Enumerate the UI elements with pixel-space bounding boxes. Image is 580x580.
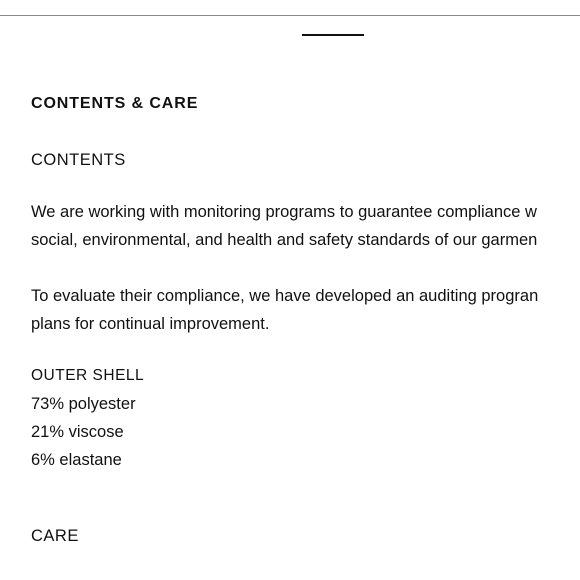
compliance-paragraph-line-2: social, environmental, and health and safety standards of our garmen — [31, 231, 538, 249]
composition-list — [31, 362, 144, 474]
auditing-paragraph-line-1: To evaluate their compliance, we have developed an auditing progran — [31, 287, 539, 305]
auditing-paragraph-line-2: plans for continual improvement. — [31, 315, 270, 333]
compliance-paragraph-line-1: We are working with monitoring programs to guarantee compliance w — [31, 203, 537, 221]
outer-shell-label: OUTER SHELL — [31, 367, 145, 384]
composition-item: 73% polyester — [31, 395, 136, 413]
composition-item: 6% elastane — [31, 451, 122, 469]
auditing-paragraph — [31, 282, 538, 338]
care-section-title: CARE — [31, 527, 79, 545]
panel-heading: CONTENTS & CARE — [31, 95, 199, 112]
contents-section-title: CONTENTS — [31, 151, 126, 169]
compliance-paragraph — [31, 198, 537, 254]
composition-item: 21% viscose — [31, 423, 124, 441]
contents-care-panel — [31, 0, 580, 580]
